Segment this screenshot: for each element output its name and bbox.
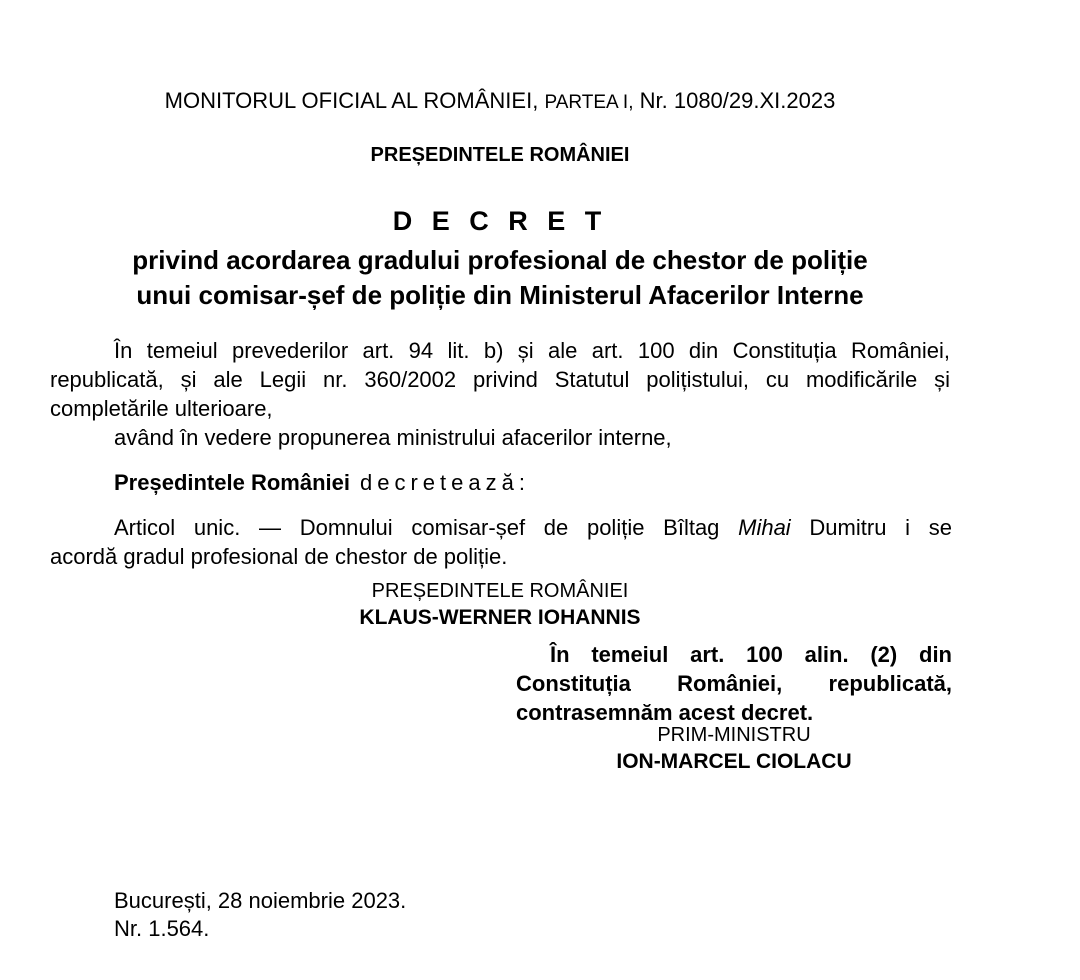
article-line1-start: Articol unic. — Domnului comisar-șef de poliție Bîltag bbox=[114, 515, 739, 540]
enacting-clause bbox=[114, 468, 530, 497]
enacting-subject: Președintele României bbox=[114, 470, 350, 495]
countersignature-text bbox=[516, 640, 952, 727]
article-given-name: Mihai bbox=[738, 515, 791, 540]
preamble-line2: republicată, și ale Legii nr. 360/2002 privind Statutul polițistului, cu modificările și bbox=[50, 367, 950, 392]
gazette-issue: Nr. 1080/29.XI.2023 bbox=[639, 88, 836, 113]
place-date: București, 28 noiembrie 2023. bbox=[114, 888, 407, 913]
preamble-considering: având în vedere propunerea ministrului afacerilor interne, bbox=[114, 425, 672, 450]
president-office: PREȘEDINTELE ROMÂNIEI bbox=[371, 580, 629, 602]
gazette-part: PARTEA I, bbox=[544, 92, 634, 113]
article-paragraph bbox=[50, 513, 952, 571]
article-line1 bbox=[50, 513, 952, 542]
article-line1-end: Dumitru i se bbox=[790, 515, 952, 540]
decree-title-line2: unui comisar-șef de poliție din Ministerul Afacerilor Interne bbox=[136, 280, 864, 310]
president-name: KLAUS-WERNER IOHANNIS bbox=[359, 606, 641, 629]
decree-number: Nr. 1.564. bbox=[114, 916, 210, 941]
enacting-verb: decretează: bbox=[359, 470, 530, 495]
preamble-line1: În temeiul prevederilor art. 94 lit. b) și ale art. 100 din Constituția României, bbox=[114, 338, 950, 363]
countersignature-line1: În temeiul art. 100 alin. (2) din bbox=[550, 642, 952, 667]
countersignature-line3: contrasemnăm acest decret. bbox=[516, 700, 814, 725]
issuer-heading: PREȘEDINTELE ROMÂNIEI bbox=[370, 144, 630, 166]
decree-title-line1: privind acordarea gradului profesional de chestor de poliție bbox=[132, 245, 868, 275]
article-line2: acordă gradul profesional de chestor de poliție. bbox=[50, 544, 508, 569]
prime-minister-name: ION-MARCEL CIOLACU bbox=[616, 750, 852, 773]
preamble-line3: completările ulterioare, bbox=[50, 396, 273, 421]
prime-minister-office: PRIM-MINISTRU bbox=[657, 724, 811, 746]
decree-type: D E C R E T bbox=[392, 206, 608, 236]
gazette-header bbox=[0, 88, 1000, 114]
countersignature-line2: Constituția României, republicată, bbox=[516, 671, 952, 696]
preamble-paragraph bbox=[50, 336, 950, 423]
gazette-publication: MONITORUL OFICIAL AL ROMÂNIEI, bbox=[164, 88, 539, 113]
